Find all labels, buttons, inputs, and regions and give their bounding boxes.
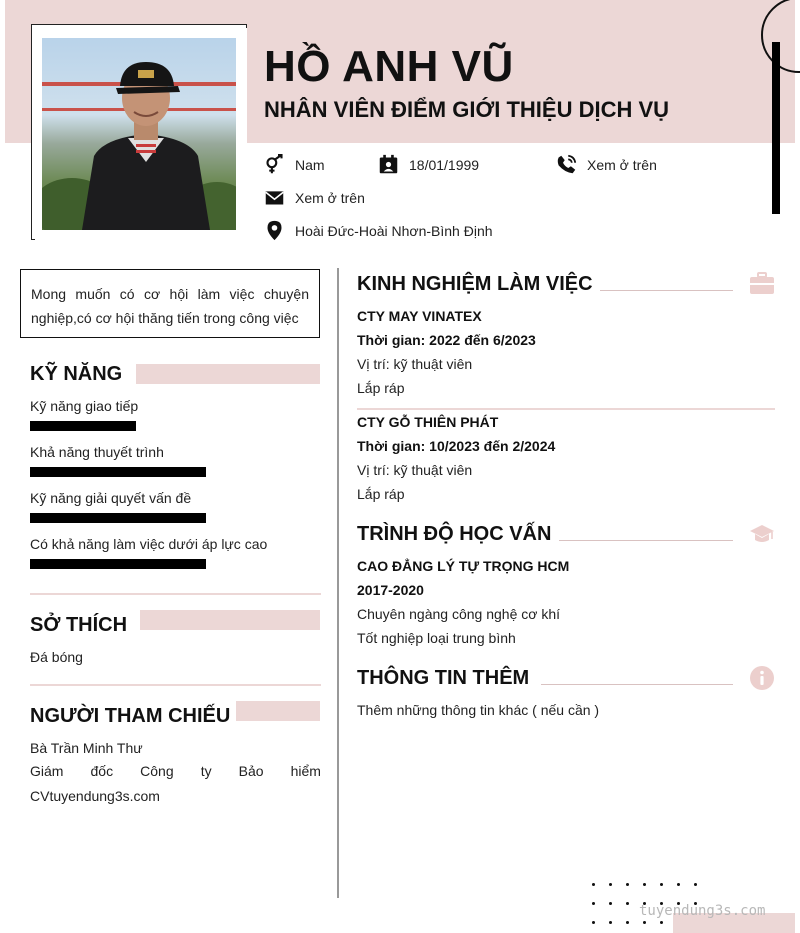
skill-label: Kỹ năng giao tiếp	[30, 398, 139, 414]
reference-company: CVtuyendung3s.com	[30, 788, 160, 804]
references-title-bar	[236, 701, 320, 721]
address-text: Hoài Đức-Hoài Nhơn-Bình Định	[295, 222, 493, 239]
calendar-id-icon	[378, 154, 399, 175]
section-divider	[30, 684, 321, 686]
decorative-dot	[592, 883, 595, 886]
skill-level-bar	[30, 559, 206, 569]
phone-text: Xem ở trên	[587, 156, 657, 173]
briefcase-icon	[749, 271, 775, 297]
experience-title-line	[600, 290, 733, 291]
skill-level-bar	[30, 467, 206, 477]
decorative-bar	[772, 42, 780, 214]
extra-title: THÔNG TIN THÊM	[357, 667, 530, 689]
full-name: HỒ ANH VŨ	[264, 42, 514, 91]
decorative-dot	[660, 883, 663, 886]
section-divider	[30, 593, 321, 595]
gender-info	[264, 154, 325, 175]
job-position: Vị trí: kỹ thuật viên	[357, 356, 473, 372]
job-position: Vị trí: kỹ thuật viên	[357, 462, 473, 478]
skills-title-bar	[136, 364, 320, 384]
decorative-dot	[626, 902, 629, 905]
decorative-dot	[592, 921, 595, 924]
school-major: Chuyên ngàng công nghệ cơ khí	[357, 606, 560, 622]
extra-title-line	[541, 684, 733, 685]
job-company: CTY GỖ THIÊN PHÁT	[357, 414, 499, 430]
graduation-cap-icon	[749, 521, 775, 547]
info-icon	[749, 665, 775, 691]
reference-position	[30, 763, 321, 779]
phone-info	[556, 154, 657, 175]
email-text: Xem ở trên	[295, 189, 365, 206]
experience-title: KINH NGHIỆM LÀM VIỆC	[357, 273, 593, 295]
map-pin-icon	[264, 220, 285, 241]
gender-text: Nam	[295, 156, 325, 173]
skills-title: KỸ NĂNG	[30, 363, 123, 385]
dob-info	[378, 154, 479, 175]
school-grade: Tốt nghiệp loại trung bình	[357, 630, 516, 646]
email-info	[264, 187, 365, 208]
reference-position-word: hiểm	[290, 763, 321, 779]
career-objective: Mong muốn có cơ hội làm việc chuyện nghiệp,có cơ hội thăng tiến trong công việc	[20, 269, 320, 338]
reference-position-word: Bảo	[238, 763, 264, 779]
job-time: Thời gian: 10/2023 đến 2/2024	[357, 438, 556, 454]
address-info	[264, 220, 493, 241]
extra-text: Thêm những thông tin khác ( nếu cần )	[357, 702, 600, 718]
decorative-dot	[609, 921, 612, 924]
phone-icon	[556, 154, 577, 175]
job-task: Lắp ráp	[357, 486, 405, 502]
watermark: tuyendung3s.com	[639, 903, 766, 919]
decorative-dot	[626, 883, 629, 886]
portrait-illustration	[42, 38, 236, 230]
reference-name: Bà Trần Minh Thư	[30, 740, 143, 756]
hobby-text: Đá bóng	[30, 649, 83, 665]
reference-position-word: Công	[140, 763, 174, 779]
dob-text: 18/01/1999	[409, 156, 480, 173]
skill-level-bar	[30, 421, 136, 431]
column-divider	[337, 268, 339, 898]
skill-label: Khả năng thuyết trình	[30, 444, 164, 460]
job-company: CTY MAY VINATEX	[357, 308, 482, 324]
decorative-dot	[626, 921, 629, 924]
job-time: Thời gian: 2022 đến 6/2023	[357, 332, 536, 348]
references-title: NGƯỜI THAM CHIẾU	[30, 705, 231, 727]
education-title-line	[559, 540, 733, 541]
decorative-dot	[643, 921, 646, 924]
job-divider	[357, 408, 775, 410]
school-name: CAO ĐẲNG LÝ TỰ TRỌNG HCM	[357, 558, 570, 574]
decorative-dot	[609, 902, 612, 905]
envelope-icon	[264, 187, 285, 208]
decorative-dot	[609, 883, 612, 886]
job-task: Lắp ráp	[357, 380, 405, 396]
decorative-dot	[660, 921, 663, 924]
skill-level-bar	[30, 513, 206, 523]
hobbies-title: SỞ THÍCH	[30, 614, 128, 636]
school-years: 2017-2020	[357, 582, 424, 598]
job-title: NHÂN VIÊN ĐIỂM GIỚI THIỆU DỊCH VỤ	[264, 97, 670, 122]
avatar	[42, 38, 236, 230]
skill-label: Có khả năng làm việc dưới áp lực cao	[30, 536, 268, 552]
decorative-dot	[694, 883, 697, 886]
skill-label: Kỹ năng giải quyết vấn đề	[30, 490, 192, 506]
decorative-dot	[592, 902, 595, 905]
decorative-dot	[643, 883, 646, 886]
education-title: TRÌNH ĐỘ HỌC VẤN	[357, 523, 552, 545]
reference-position-word: đốc	[90, 763, 114, 779]
decorative-dot	[677, 883, 680, 886]
gender-icon	[264, 154, 285, 175]
reference-position-word: Giám	[30, 763, 64, 779]
hobbies-title-bar	[140, 610, 320, 630]
reference-position-word: ty	[200, 763, 212, 779]
